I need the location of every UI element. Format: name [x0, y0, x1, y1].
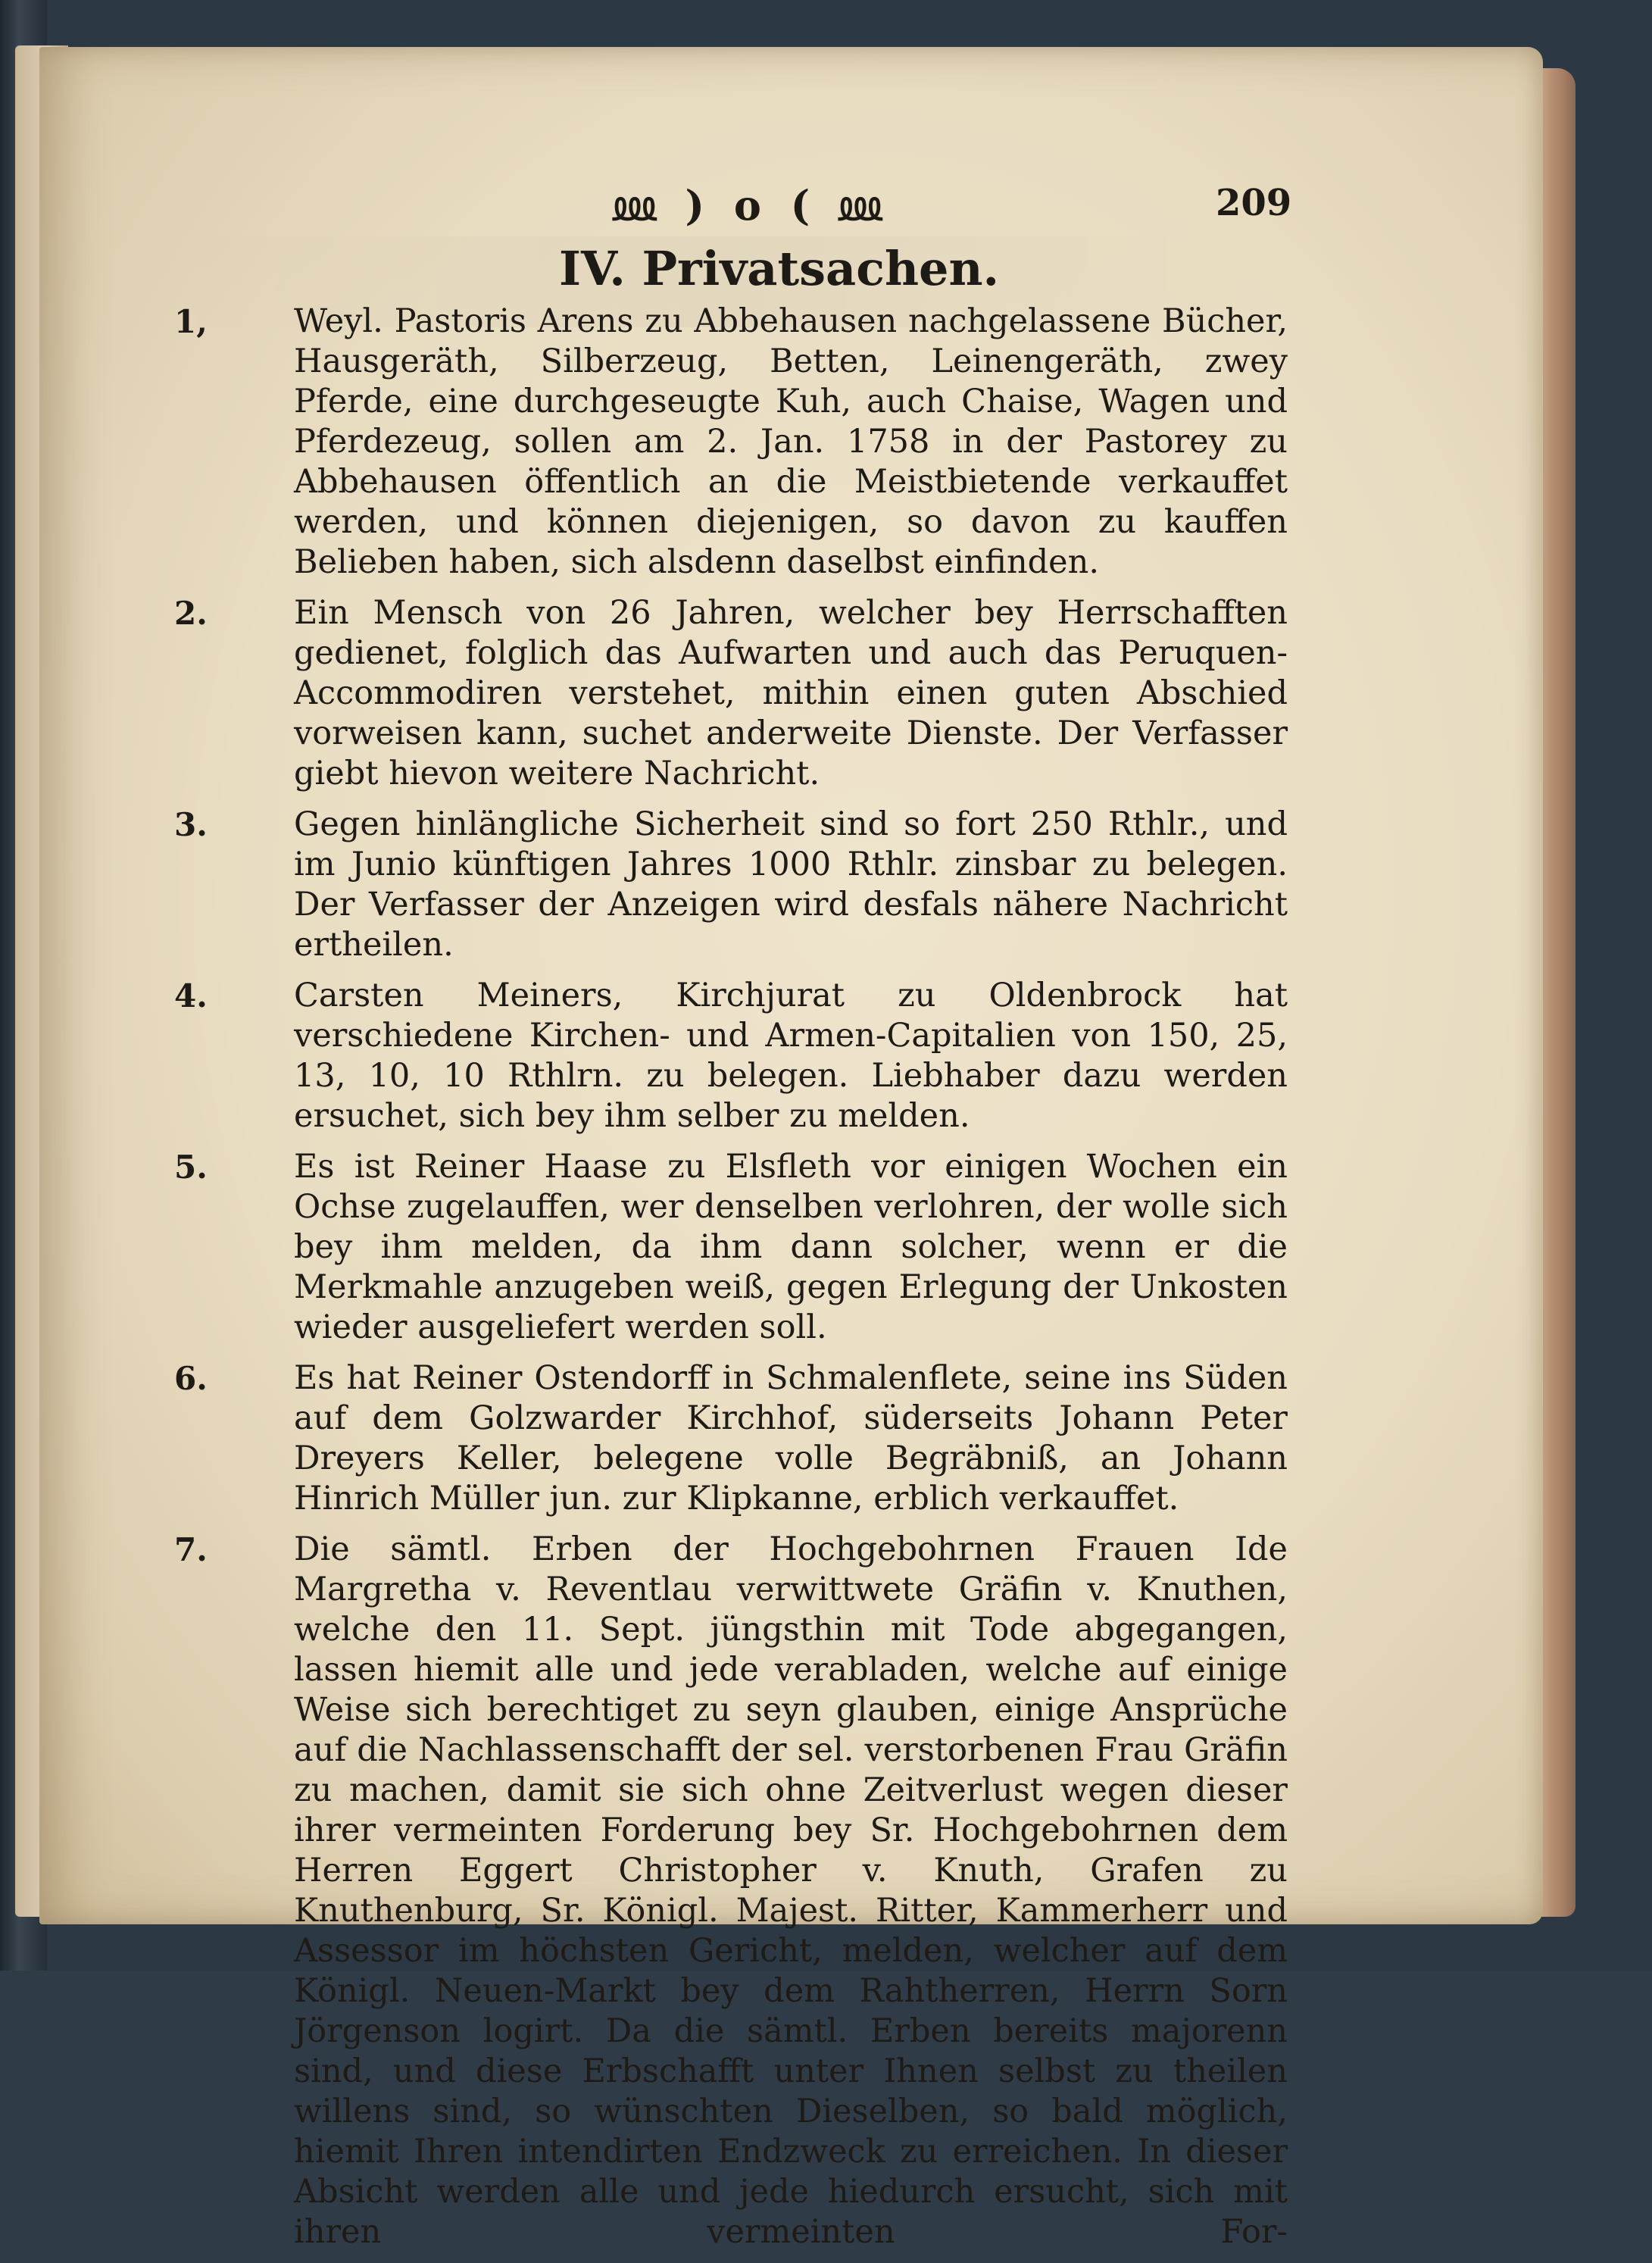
entry-item — [174, 1530, 1288, 2252]
entry-item — [174, 1358, 1288, 1519]
running-head: ⅏ ) o ( ⅏ — [614, 181, 889, 230]
page-number: 209 — [1216, 182, 1292, 224]
entry-text: Die sämtl. Erben der Hochgebohrnen Frauen Ide Margretha v. Reventlau verwittwete Gräfin v. Knuthen, welche den 11. Sept. jüngsthin mit Tode abgegangen, lassen hiemit alle und jede verabladen, welche auf einige Weise sich berechtiget zu seyn glauben, einige Ansprüche auf die Nachlassenschafft der sel. verstorbenen Frau Gräfin zu machen, damit sie sich ohne Zeitverlust wegen dieser ihrer vermeinten Forderung bey Sr. Hochgebohrnen dem Herren Eggert Christopher v. Knuth, Grafen zu Knuthenburg, Sr. Königl. Majest. Ritter, Kammerherr und Assessor im höchsten Gericht, melden, welcher auf dem Königl. Neuen-Markt bey dem Rahtherren, Herrn Sorn Jörgenson logirt. Da die sämtl. Erben bereits majorenn sind, und diese Erbschafft unter Ihnen selbst zu theilen willens sind, so wünschten Dieselben, so bald möglich, hiemit Ihren intendirten Endzweck zu erreichen. In dieser Absicht werden alle und jede hiedurch ersucht, sich mit ihren vermeinten For- — [294, 1530, 1288, 2251]
entry-number: 6. — [174, 1360, 208, 1397]
entry-number: 4. — [174, 977, 208, 1014]
entry-number: 3. — [174, 806, 208, 843]
entry-item — [174, 976, 1288, 1136]
entry-item — [174, 593, 1288, 794]
entry-text: Es hat Reiner Ostendorff in Schmalenflete, seine ins Süden auf dem Golzwarder Kirchhof, süderseits Johann Peter Dreyers Keller, belegene volle Begräbniß, an Johann Hinrich Müller jun. zur Klipkanne, erblich verkauffet. — [294, 1359, 1288, 1518]
entry-text: Ein Mensch von 26 Jahren, welcher bey Herrschafften gedienet, folglich das Aufwarten und auch das Peruquen-Accommodiren verstehet, mithin einen guten Abschied vorweisen kann, suchet anderweite Dienste. Der Verfasser giebt hievon weitere Nachricht. — [294, 594, 1288, 792]
entry-text: Gegen hinlängliche Sicherheit sind so fort 250 Rthlr., und im Junio künftigen Jahres 1000 Rthlr. zinsbar zu belegen. Der Verfasser der Anzeigen wird desfals nähere Nachricht ertheilen. — [294, 805, 1288, 964]
entry-item — [174, 302, 1288, 583]
entry-number: 5. — [174, 1149, 208, 1186]
section-title: IV. Privatsachen. — [559, 241, 1000, 296]
entry-text: Weyl. Pastoris Arens zu Abbehausen nachgelassene Bücher, Hausgeräth, Silberzeug, Betten, Leinengeräth, zwey Pferde, eine durchgeseugte Kuh, auch Chaise, Wagen und Pferdezeug, sollen am 2. Jan. 1758 in der Pastorey zu Abbehausen öffentlich an die Meistbietende verkauffet werden, und können diejenigen, so davon zu kauffen Belieben haben, sich alsdenn daselbst einfinden. — [294, 302, 1288, 581]
entry-text: Carsten Meiners, Kirchjurat zu Oldenbrock hat verschiedene Kirchen- und Armen-Capitalien von 150, 25, 13, 10, 10 Rthlrn. zu belegen. Liebhaber dazu werden ersuchet, sich bey ihm selber zu melden. — [294, 977, 1288, 1135]
entry-number: 1, — [174, 303, 208, 340]
entry-item — [174, 805, 1288, 965]
entry-number: 2. — [174, 595, 208, 632]
entry-item — [174, 1147, 1288, 1348]
entry-list — [174, 302, 1288, 2263]
entry-number: 7. — [174, 1531, 208, 1568]
entry-text: Es ist Reiner Haase zu Elsfleth vor einigen Wochen ein Ochse zugelauffen, wer denselben verlohren, der wolle sich bey ihm melden, da ihm dann solcher, wenn er die Merkmahle anzugeben weiß, gegen Erlegung der Unkosten wieder ausgeliefert werden soll. — [294, 1148, 1288, 1346]
